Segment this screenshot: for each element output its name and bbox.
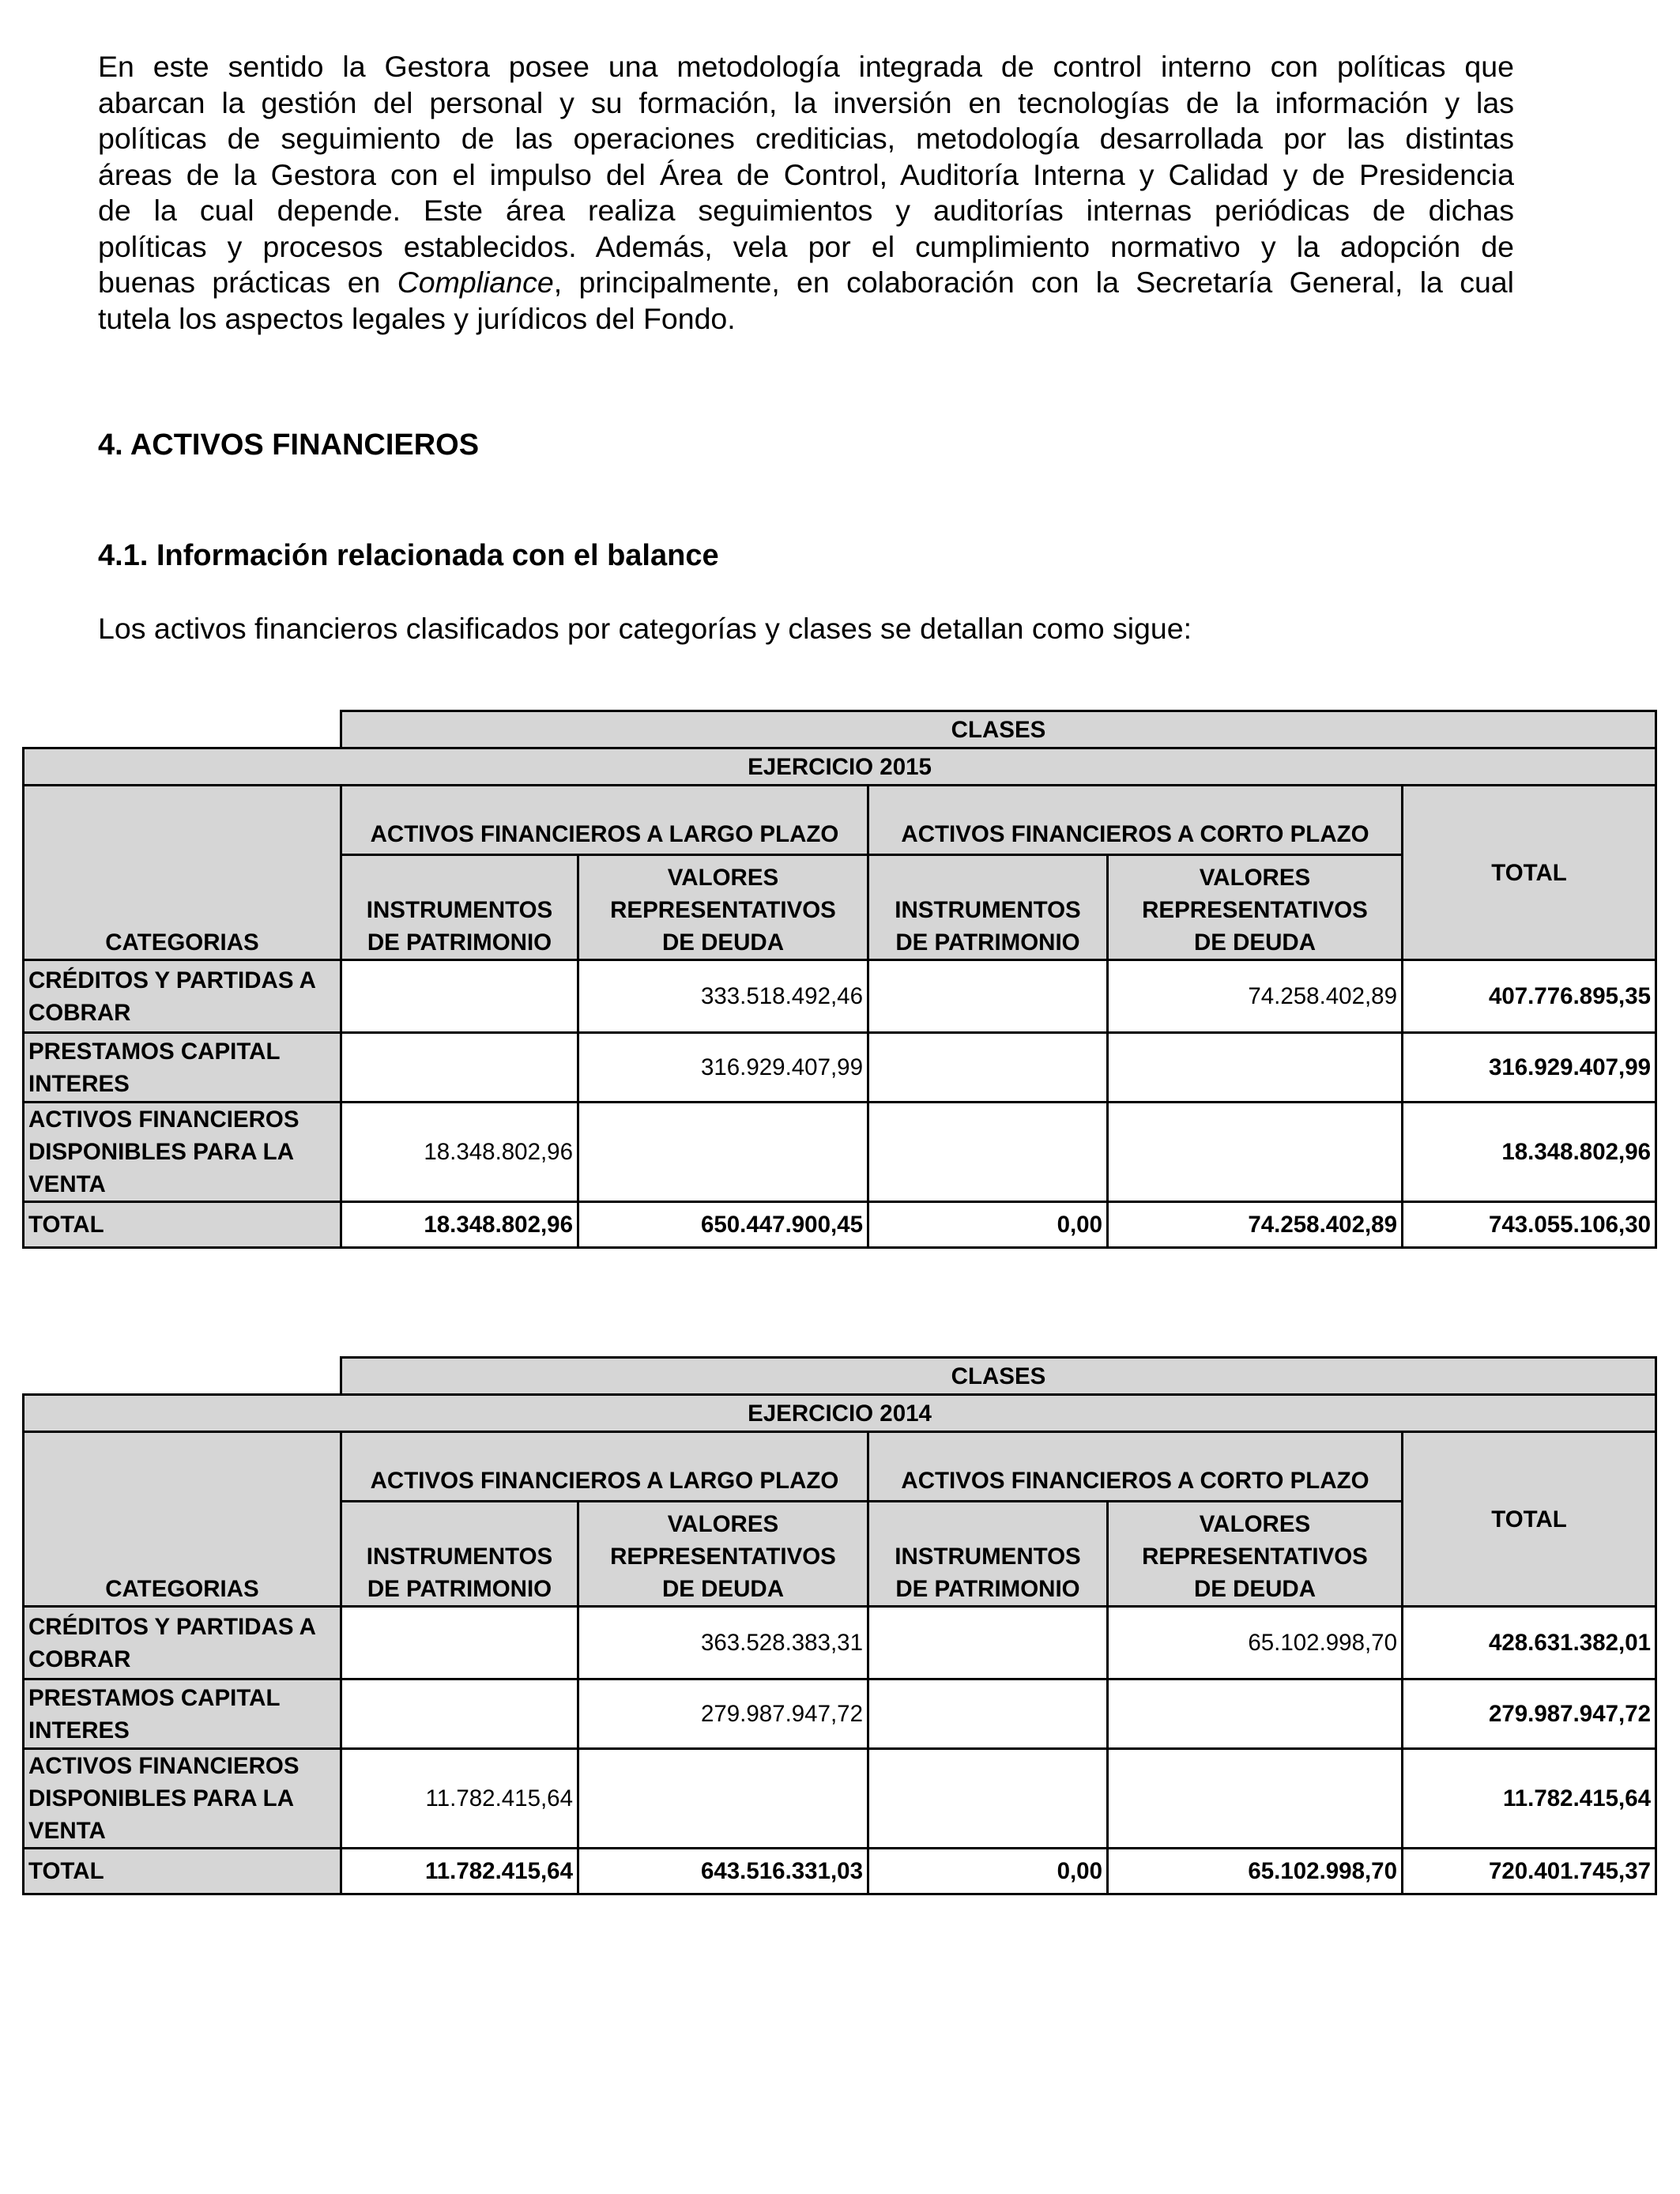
cell-lp-instrumentos <box>341 960 578 1033</box>
valores-header <box>1108 1502 1403 1607</box>
cell-lp-instrumentos: 11.782.415,64 <box>341 1749 578 1849</box>
row-label-line: PRESTAMOS CAPITAL <box>28 1684 281 1711</box>
row-label-line: COBRAR <box>28 1646 131 1672</box>
header-line: REPRESENTATIVOS <box>1142 1544 1368 1570</box>
header-line: REPRESENTATIVOS <box>1142 897 1368 923</box>
header-line: DE PATRIMONIO <box>367 1576 552 1602</box>
total-header: TOTAL <box>1403 1432 1656 1607</box>
row-label <box>24 1033 341 1103</box>
instrumentos-header <box>341 1502 578 1607</box>
row-label: TOTAL <box>24 1202 341 1248</box>
paragraph-line: políticas y procesos establecidos. Además, vela por el cumplimiento normativo y la adopción de <box>98 229 1514 263</box>
cell-lp-valores: 333.518.492,46 <box>578 960 868 1033</box>
cell-lp-valores: 316.929.407,99 <box>578 1033 868 1103</box>
header-line: VALORES <box>667 1511 779 1537</box>
largo-plazo-header: ACTIVOS FINANCIEROS A LARGO PLAZO <box>341 786 868 855</box>
table-row <box>24 960 1656 1033</box>
paragraph-line: de la cual depende. Este área realiza seguimientos y auditorías internas periódicas de dichas <box>98 194 1514 227</box>
row-label-line: CRÉDITOS Y PARTIDAS A <box>28 1613 316 1640</box>
row-label-line: PRESTAMOS CAPITAL <box>28 1038 281 1065</box>
cell-lp-valores: 650.447.900,45 <box>578 1202 868 1248</box>
cell-total: 407.776.895,35 <box>1403 960 1656 1033</box>
row-label <box>24 1749 341 1849</box>
row-label <box>24 960 341 1033</box>
table-row <box>24 1103 1656 1202</box>
table-corner-blank <box>24 711 341 748</box>
row-label-line: CRÉDITOS Y PARTIDAS A <box>28 967 316 993</box>
cell-cp-valores <box>1108 1749 1403 1849</box>
header-line: DE PATRIMONIO <box>895 1576 1080 1602</box>
paragraph-line: abarcan la gestión del personal y su formación, la inversión en tecnologías de la información y las <box>98 85 1514 119</box>
header-line: VALORES <box>1199 1511 1311 1537</box>
header-line: INSTRUMENTOS <box>895 1544 1081 1570</box>
cell-lp-instrumentos <box>341 1607 578 1679</box>
row-label <box>24 1607 341 1679</box>
table-corner-blank <box>24 1358 341 1395</box>
row-label <box>24 1103 341 1202</box>
instrumentos-header <box>341 855 578 960</box>
cell-lp-instrumentos: 18.348.802,96 <box>341 1103 578 1202</box>
clases-header: CLASES <box>341 1358 1656 1395</box>
paragraph-text: , principalmente, en colaboración con la Secretaría General, la cual <box>553 266 1514 299</box>
subsection-heading: 4.1. Información relacionada con el balance <box>98 539 719 572</box>
corto-plazo-header: ACTIVOS FINANCIEROS A CORTO PLAZO <box>868 786 1403 855</box>
cell-total: 743.055.106,30 <box>1403 1202 1656 1248</box>
table-row <box>24 1607 1656 1679</box>
row-label-line: ACTIVOS FINANCIEROS <box>28 1106 299 1133</box>
row-label: TOTAL <box>24 1849 341 1894</box>
cell-total: 11.782.415,64 <box>1403 1749 1656 1849</box>
table-row <box>24 1749 1656 1849</box>
financial-assets-table-2015 <box>22 710 1657 1249</box>
cell-cp-valores: 65.102.998,70 <box>1108 1849 1403 1894</box>
cell-cp-instrumentos <box>868 1033 1108 1103</box>
cell-lp-valores: 643.516.331,03 <box>578 1849 868 1894</box>
cell-cp-instrumentos <box>868 1679 1108 1749</box>
cell-total: 279.987.947,72 <box>1403 1679 1656 1749</box>
row-label-line: ACTIVOS FINANCIEROS <box>28 1753 299 1779</box>
paragraph-line: En este sentido la Gestora posee una metodología integrada de control interno con políticas que <box>98 50 1514 83</box>
row-label-line: DISPONIBLES PARA LA <box>28 1785 294 1811</box>
body-paragraph <box>98 49 1514 337</box>
categorias-header: CATEGORIAS <box>24 786 341 960</box>
cell-cp-valores <box>1108 1679 1403 1749</box>
header-line: REPRESENTATIVOS <box>610 1544 836 1570</box>
valores-header <box>578 1502 868 1607</box>
cell-cp-instrumentos <box>868 960 1108 1033</box>
categorias-header: CATEGORIAS <box>24 1432 341 1607</box>
cell-cp-valores: 65.102.998,70 <box>1108 1607 1403 1679</box>
cell-cp-instrumentos <box>868 1749 1108 1849</box>
paragraph-line <box>98 265 1514 301</box>
header-line: DE DEUDA <box>661 929 785 956</box>
cell-cp-valores <box>1108 1033 1403 1103</box>
header-line: DE DEUDA <box>661 1576 785 1602</box>
row-label <box>24 1679 341 1749</box>
cell-total: 720.401.745,37 <box>1403 1849 1656 1894</box>
cell-total: 428.631.382,01 <box>1403 1607 1656 1679</box>
paragraph-line: políticas de seguimiento de las operaciones crediticias, metodología desarrollada por las distintas <box>98 122 1514 155</box>
cell-lp-valores <box>578 1749 868 1849</box>
cell-total: 18.348.802,96 <box>1403 1103 1656 1202</box>
header-line: INSTRUMENTOS <box>366 897 553 923</box>
valores-header <box>1108 855 1403 960</box>
row-label-line: DISPONIBLES PARA LA <box>28 1139 294 1165</box>
header-line: VALORES <box>1199 865 1311 891</box>
header-line: DE PATRIMONIO <box>895 929 1080 956</box>
header-line: INSTRUMENTOS <box>366 1544 553 1570</box>
header-line: REPRESENTATIVOS <box>610 897 836 923</box>
cell-lp-valores: 279.987.947,72 <box>578 1679 868 1749</box>
ejercicio-header: EJERCICIO 2014 <box>24 1395 1656 1432</box>
paragraph-text: buenas prácticas en <box>98 266 397 299</box>
intro-text: Los activos financieros clasificados por categorías y clases se detallan como sigue: <box>98 612 1192 645</box>
cell-cp-valores: 74.258.402,89 <box>1108 1202 1403 1248</box>
row-label-line: INTERES <box>28 1717 130 1744</box>
paragraph-line: áreas de la Gestora con el impulso del Área de Control, Auditoría Interna y Calidad y de Presidencia <box>98 157 1514 191</box>
cell-cp-instrumentos <box>868 1103 1108 1202</box>
header-line: INSTRUMENTOS <box>895 897 1081 923</box>
cell-lp-valores <box>578 1103 868 1202</box>
header-line: VALORES <box>667 865 779 891</box>
instrumentos-header <box>868 1502 1108 1607</box>
paragraph-line: tutela los aspectos legales y jurídicos del Fondo. <box>98 301 736 335</box>
cell-lp-instrumentos <box>341 1033 578 1103</box>
clases-header: CLASES <box>341 711 1656 748</box>
row-label-line: VENTA <box>28 1818 106 1844</box>
paragraph-italic-term: Compliance <box>397 266 554 299</box>
row-label-line: COBRAR <box>28 999 131 1026</box>
cell-cp-instrumentos <box>868 1607 1108 1679</box>
total-header: TOTAL <box>1403 786 1656 960</box>
cell-lp-instrumentos: 18.348.802,96 <box>341 1202 578 1248</box>
cell-cp-instrumentos: 0,00 <box>868 1849 1108 1894</box>
table-row <box>24 1033 1656 1103</box>
corto-plazo-header: ACTIVOS FINANCIEROS A CORTO PLAZO <box>868 1432 1403 1502</box>
cell-lp-instrumentos: 11.782.415,64 <box>341 1849 578 1894</box>
row-label-line: INTERES <box>28 1070 130 1097</box>
largo-plazo-header: ACTIVOS FINANCIEROS A LARGO PLAZO <box>341 1432 868 1502</box>
cell-cp-valores: 74.258.402,89 <box>1108 960 1403 1033</box>
cell-lp-valores: 363.528.383,31 <box>578 1607 868 1679</box>
section-heading: 4. ACTIVOS FINANCIEROS <box>98 428 480 462</box>
cell-total: 316.929.407,99 <box>1403 1033 1656 1103</box>
instrumentos-header <box>868 855 1108 960</box>
header-line: DE DEUDA <box>1193 1576 1317 1602</box>
row-label-line: VENTA <box>28 1171 106 1197</box>
table-total-row <box>24 1849 1656 1894</box>
cell-cp-instrumentos: 0,00 <box>868 1202 1108 1248</box>
ejercicio-header: EJERCICIO 2015 <box>24 748 1656 786</box>
table-row <box>24 1679 1656 1749</box>
cell-cp-valores <box>1108 1103 1403 1202</box>
valores-header <box>578 855 868 960</box>
financial-assets-table-2014 <box>22 1356 1657 1895</box>
cell-lp-instrumentos <box>341 1679 578 1749</box>
table-total-row <box>24 1202 1656 1248</box>
header-line: DE DEUDA <box>1193 929 1317 956</box>
header-line: DE PATRIMONIO <box>367 929 552 956</box>
